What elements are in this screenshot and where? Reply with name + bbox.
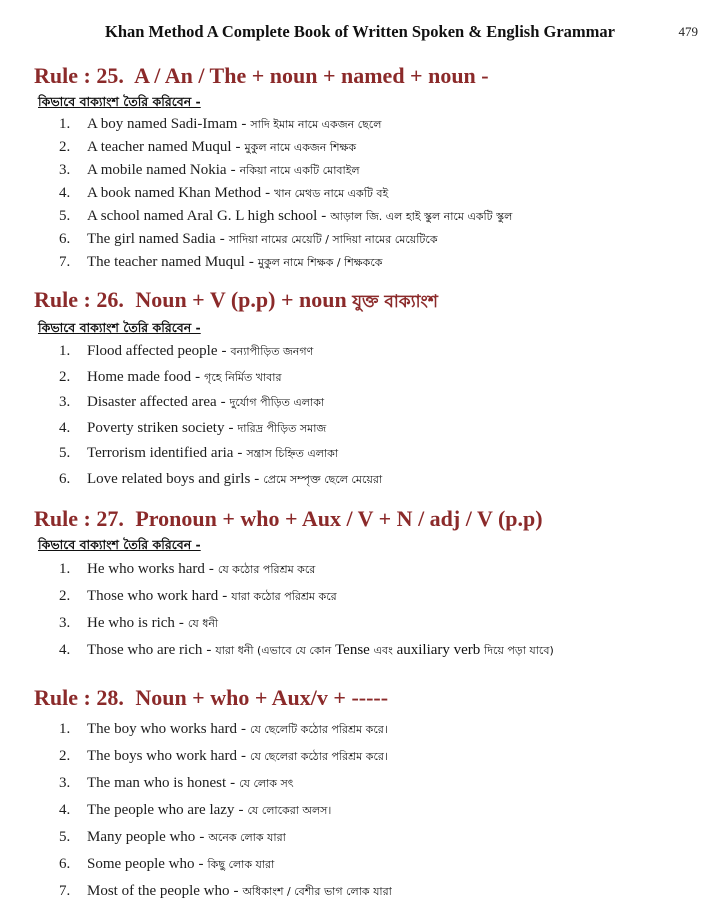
example-list [34,113,704,274]
list-item: 4. A book named Khan Method - খান মেথড নামে একটি বই [59,185,389,201]
rule-heading [34,62,704,90]
rule-subtitle: কিভাবে বাক্যাংশ তৈরি করিবেন - [38,537,201,552]
list-item: 1. The boy who works hard - যে ছেলেটি কঠোর পরিশ্রম করে। [59,721,388,737]
bangla-note: যারা ধনী (এভাবে যে কোন Tense এবং auxiliary verb দিয়ে পড়া যাবে) [215,642,554,658]
list-item: 5. Many people who - অনেক লোক যারা [59,829,286,845]
list-item: 3. Disaster affected area - দুর্যোগ পীড়িত এলাকা [59,394,325,410]
list-item: 4. The people who are lazy - যে লোকেরা অলস। [59,802,332,818]
rule-formula: Noun + V (p.p) + noun [135,287,347,312]
list-item: 7. Most of the people who - অধিকাংশ / বেশীর ভাগ লোক যারা [59,883,392,899]
list-item: 2. A teacher named Muqul - মুকুল নামে একজন শিক্ষক [59,139,357,155]
rule-27-section [34,505,704,664]
rule-number: Rule : 26. [34,287,124,312]
list-item: 6. Love related boys and girls - প্রেমে সম্পৃক্ত ছেলে মেয়েরা [59,470,383,487]
example-list [34,556,704,664]
list-item: 1. A boy named Sadi-Imam - সাদি ইমাম নামে একজন ছেলে [59,116,382,132]
rule-heading [34,684,704,712]
rule-number: Rule : 25. [34,63,124,88]
list-item: 6. Some people who - কিছু লোক যারা [59,856,275,872]
running-header: Khan Method A Complete Book of Written Spoken & English Grammar [104,22,615,41]
list-item: 1. Flood affected people - বন্যাপীড়িত জনগণ [59,343,314,359]
example-list [34,339,704,492]
example-list [34,716,704,905]
rule-formula: Noun + who + Aux/v + ----- [135,685,389,710]
rule-heading [34,286,704,316]
list-item: 4. Those who are rich - যারা ধনী (এভাবে যে কোন Tense এবং auxiliary verb দিয়ে পড়া যাবে) [34,637,704,664]
rule-subtitle: কিভাবে বাক্যাংশ তৈরি করিবেন - [38,320,201,335]
list-item: 7. The teacher named Muqul - মুকুল নামে শিক্ষক / শিক্ষককে [59,254,383,270]
rule-formula-bangla: যুক্ত বাক্যাংশ [352,292,438,312]
list-item: 6. The girl named Sadia - সাদিয়া নামের মেয়েটি / সাদিয়া নামের মেয়েটিকে [59,231,438,247]
list-item: 5. A school named Aral G. L high school - আড়াল জি. এল হাই স্কুল নামে একটি স্কুল [59,208,513,224]
rule-28-section [34,684,704,905]
rule-formula: A / An / The + noun + named + noun - [134,63,489,88]
list-item: 1. He who works hard - যে কঠোর পরিশ্রম করে [59,561,316,577]
list-item: 5. Terrorism identified aria - সন্ত্রাস চিহ্নিত এলাকা [59,445,339,461]
rule-subtitle: কিভাবে বাক্যাংশ তৈরি করিবেন - [38,94,201,109]
rule-formula: Pronoun + who + Aux / V + N / adj / V (p.p) [135,506,543,531]
rule-number: Rule : 28. [34,685,124,710]
page-number: 479 [678,24,698,39]
list-item: 2. Home made food - গৃহে নির্মিত খাবার [59,368,282,385]
rule-25-section [34,62,704,274]
list-item: 3. The man who is honest - যে লোক সৎ [59,775,294,791]
rule-number: Rule : 27. [34,506,124,531]
list-item: 2. The boys who work hard - যে ছেলেরা কঠোর পরিশ্রম করে। [59,748,388,764]
list-item: 4. Poverty striken society - দারিদ্র পীড়িত সমাজ [59,419,327,436]
rule-heading [34,505,704,533]
list-item: 3. He who is rich - যে ধনী [59,615,219,631]
list-item: 3. A mobile named Nokia - নকিয়া নামে একটি মোবাইল [59,162,360,178]
rule-26-section [34,286,704,492]
list-item: 2. Those who work hard - যারা কঠোর পরিশ্রম করে [59,588,337,604]
